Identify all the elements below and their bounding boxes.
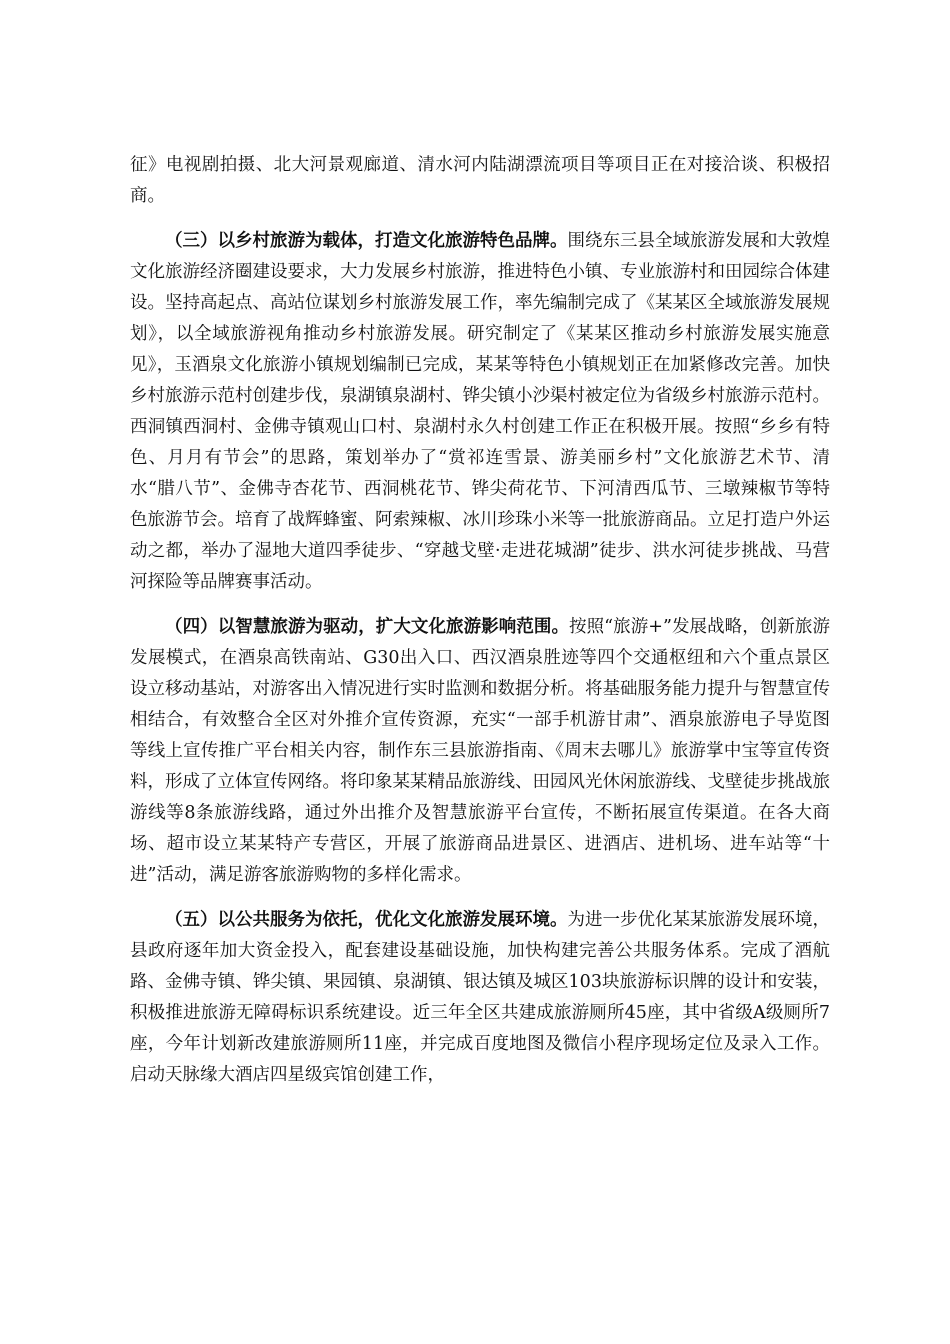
section-heading: （三）以乡村旅游为载体，打造文化旅游特色品牌。 — [165, 231, 568, 251]
section-heading: （五）以公共服务为依托，优化文化旅游发展环境。 — [165, 910, 568, 930]
section-body: 为进一步优化某某旅游发展环境，县政府逐年加大资金投入，配套建设基础设施，加快构建完善公共服务体系。完成了酒航路、金佛寺镇、铧尖镇、果园镇、泉湖镇、银达镇及城区103块旅游标识牌的设计和安装，积极推进旅游无障碍标识系统建设。近三年全区共建成旅游厕所45座，其中省级A级厕所7座，今年计划新改建旅游厕所11座，并完成百度地图及微信小程序现场定位及录入工作。启动天脉缘大酒店四星级宾馆创建工作， — [130, 910, 830, 1085]
section-rural-tourism — [130, 226, 830, 598]
section-public-service — [130, 905, 830, 1091]
section-smart-tourism — [130, 612, 830, 891]
document-body — [130, 150, 830, 1105]
section-body: 按照“旅游+”发展战略，创新旅游发展模式，在酒泉高铁南站、G30出入口、西汉酒泉胜迹等四个交通枢纽和六个重点景区设立移动基站，对游客出入情况进行实时监测和数据分析。将基础服务能力提升与智慧宣传相结合，有效整合全区对外推介宣传资源，充实“一部手机游甘肃”、酒泉旅游电子导览图等线上宣传推广平台相关内容，制作东三县旅游指南、《周末去哪儿》旅游掌中宝等宣传资料，形成了立体宣传网络。将印象某某精品旅游线、田园风光休闲旅游线、戈壁徒步挑战旅游线等8条旅游线路，通过外出推介及智慧旅游平台宣传，不断拓展宣传渠道。在各大商场、超市设立某某特产专营区，开展了旅游商品进景区、进酒店、进机场、进车站等“十进”活动，满足游客旅游购物的多样化需求。 — [130, 617, 830, 885]
paragraph-continuation: 征》电视剧拍摄、北大河景观廊道、清水河内陆湖漂流项目等项目正在对接洽谈、积极招商。 — [130, 155, 830, 206]
section-heading: （四）以智慧旅游为驱动，扩大文化旅游影响范围。 — [165, 617, 570, 637]
section-body: 围绕东三县全域旅游发展和大敦煌文化旅游经济圈建设要求，大力发展乡村旅游，推进特色小镇、专业旅游村和田园综合体建设。坚持高起点、高站位谋划乡村旅游发展工作，率先编制完成了《某某区全域旅游发展规划》，以全域旅游视角推动乡村旅游发展。研究制定了《某某区推动乡村旅游发展实施意见》，玉酒泉文化旅游小镇规划编制已完成，某某等特色小镇规划正在加紧修改完善。加快乡村旅游示范村创建步伐，泉湖镇泉湖村、铧尖镇小沙渠村被定位为省级乡村旅游示范村。西洞镇西洞村、金佛寺镇观山口村、泉湖村永久村创建工作正在积极开展。按照“乡乡有特色、月月有节会”的思路，策划举办了“赏祁连雪景、游美丽乡村”文化旅游艺术节、清水“腊八节”、金佛寺杏花节、西洞桃花节、铧尖荷花节、下河清西瓜节、三墩辣椒节等特色旅游节会。培育了战辉蜂蜜、阿索辣椒、冰川珍珠小米等一批旅游商品。立足打造户外运动之都，举办了湿地大道四季徒步、“穿越戈壁·走进花城湖”徒步、洪水河徒步挑战、马营河探险等品牌赛事活动。 — [130, 231, 830, 592]
